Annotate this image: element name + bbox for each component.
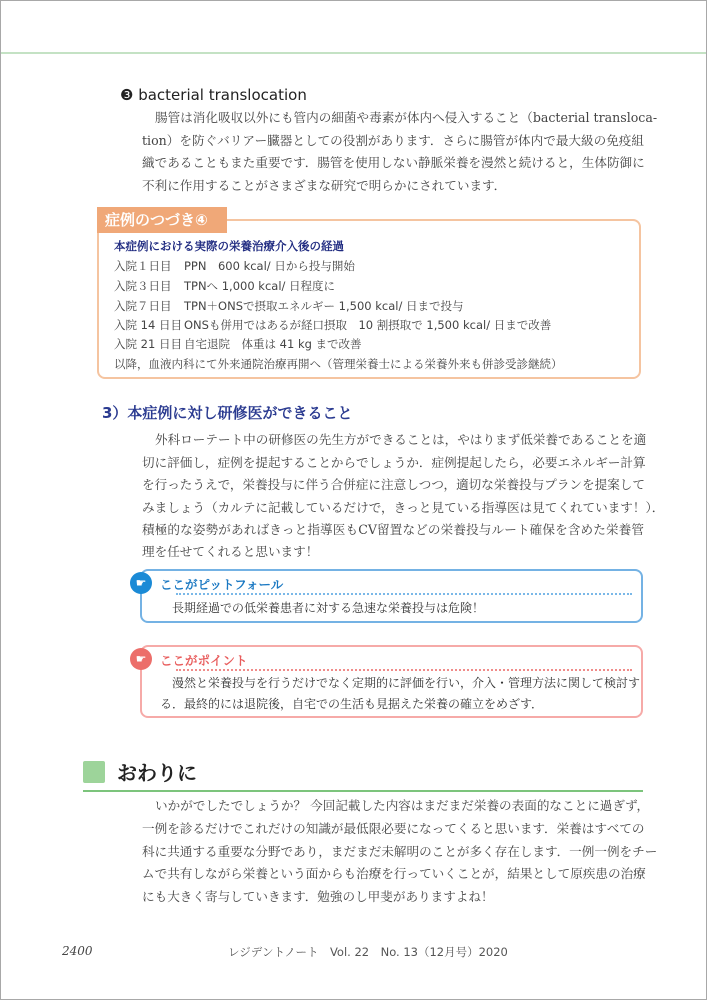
point-title: ここがポイント — [160, 653, 248, 668]
paragraph-line: 切に評価し，症例を提起することからでしょうか．症例提起したら，必要エネルギー計算 — [142, 455, 646, 470]
point-text-line: る．最終的には退院後，自宅での生活も見据えた栄養の確立をめざす． — [160, 697, 544, 711]
paragraph-line: 科に共通する重要な分野であり，まだまだ未解明のことが多く存在します．一例一例をチー — [142, 844, 658, 859]
case-row — [114, 258, 355, 274]
paragraph-line: 積極的な姿勢があればきっと指導医もCV留置などの栄養投与ルート確保を含めた栄養管 — [142, 522, 644, 537]
section-marker-square — [83, 761, 105, 783]
case-row-day: 入院１日目 — [114, 259, 172, 273]
section-heading-conclusion: おわりに — [117, 761, 197, 785]
point-divider — [176, 669, 632, 671]
paragraph-line: tion）を防ぐバリアー臓器としての役割があります．さらに腸管が体内で最大級の免疫組 — [142, 133, 644, 148]
case-row-text: TPN＋ONSで摂取エネルギー 1,500 kcal/ 日まで投与 — [184, 299, 464, 313]
subsection-heading-bacterial-translocation: ❸ bacterial translocation — [120, 86, 307, 104]
paragraph-line: 腸管は消化吸収以外にも管内の細菌や毒素が体内へ侵入すること（bacterial transloca- — [155, 110, 658, 125]
case-row — [114, 298, 464, 314]
paragraph-line: いかがでしたでしょうか？ 今回記載した内容はまだまだ栄養の表面的なことに過ぎず， — [155, 798, 650, 813]
paragraph-line: みましょう（カルテに記載しているだけで，きっと見ている指導医は見てくれています！）． — [142, 500, 665, 515]
pointing-hand-icon: ☛ — [130, 572, 152, 594]
pitfall-text: 長期経過での低栄養患者に対する急速な栄養投与は危険！ — [172, 601, 485, 615]
section-rule — [83, 790, 643, 792]
point-text-line: 漫然と栄養投与を行うだけでなく定期的に評価を行い，介入・管理方法に関して検討す — [172, 676, 641, 690]
case-row-text: TPNへ 1,000 kcal/ 日程度に — [184, 279, 336, 293]
pitfall-divider — [176, 593, 632, 595]
header-rule — [1, 52, 706, 54]
case-row-day: 入院 21 日目 — [114, 337, 182, 351]
case-row-day: 入院３日目 — [114, 279, 172, 293]
paragraph-line: ムで共有しながら栄養という面からも治療を行っていくことが，結果として原疾患の治療 — [142, 866, 646, 881]
case-row — [114, 278, 335, 294]
page-number: 2400 — [62, 944, 93, 958]
paragraph-line: 理を任せてくれると思います！ — [142, 544, 319, 559]
case-row — [114, 317, 551, 333]
case-row-text: PPN 600 kcal/ 日から投与開始 — [184, 259, 355, 273]
pointing-hand-icon: ☛ — [130, 648, 152, 670]
paragraph-line: にも大きく寄与していきます．勉強のし甲斐がありますよね！ — [142, 889, 494, 904]
case-row-text: 自宅退院 体重は 41 kg まで改善 — [184, 337, 362, 351]
case-tab-label: 症例のつづき④ — [97, 207, 227, 233]
paragraph-line: を行ったうえで，栄養投与に伴う合併症に注意しつつ，適切な栄養投与プランを提案して — [142, 477, 645, 492]
paragraph-line: 一例を診るだけでこれだけの知識が最低限必要になってくると思います．栄養はすべての — [142, 821, 645, 836]
case-subtitle: 本症例における実際の栄養治療介入後の経過 — [114, 239, 344, 253]
paragraph-line: 不利に作用することがさまざまな研究で明らかにされています． — [142, 178, 507, 193]
paragraph-line: 織であることもまた重要です．腸管を使用しない静脈栄養を漫然と続けると，生体防御に — [142, 155, 645, 170]
section-heading-3: 3）本症例に対し研修医ができること — [102, 404, 353, 422]
journal-footer: レジデントノート Vol. 22 No. 13（12月号）2020 — [228, 945, 508, 959]
pitfall-title: ここがピットフォール — [160, 577, 284, 592]
case-row-day: 入院 14 日目 — [114, 318, 182, 332]
paragraph-line: 外科ローテート中の研修医の先生方ができることは，やはりまず低栄養であることを適 — [155, 432, 647, 447]
case-row-text: ONSも併用ではあるが経口摂取 10 割摂取で 1,500 kcal/ 日まで改善 — [184, 318, 552, 332]
case-row-day: 入院７日目 — [114, 299, 172, 313]
case-row — [114, 336, 362, 352]
case-footer: 以降，血液内科にて外来通院治療再開へ（管理栄養士による栄養外来も併診受診継続） — [114, 357, 563, 371]
